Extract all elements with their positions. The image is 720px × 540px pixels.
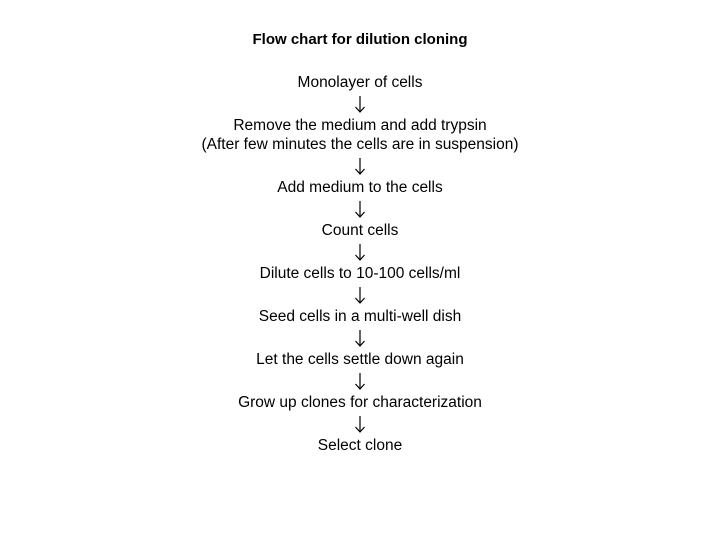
- down-arrow-icon: [353, 197, 367, 221]
- flowchart-step: [322, 221, 399, 240]
- flowchart-step: [260, 264, 461, 283]
- down-arrow-icon: [353, 240, 367, 264]
- flowchart-step-text: Let the cells settle down again: [256, 351, 464, 368]
- flowchart-step-text: Count cells: [321, 222, 399, 239]
- flowchart-step: [298, 73, 423, 92]
- flowchart-step-text: Grow up clones for characterization: [238, 394, 482, 411]
- flowchart-step: [238, 393, 482, 412]
- down-arrow-icon: [353, 283, 367, 307]
- flowchart-step-text: Select clone: [317, 437, 403, 454]
- flowchart-step-text: Monolayer of cells: [297, 74, 423, 91]
- flowchart-step-text: Add medium to the cells: [277, 179, 443, 196]
- flowchart-steps: [0, 73, 720, 455]
- flowchart-step-text: (After few minutes the cells are in suspension): [201, 136, 519, 153]
- flowchart-step-text: Remove the medium and add trypsin: [233, 117, 487, 134]
- flowchart-step: [318, 436, 402, 455]
- flowchart-step: [259, 307, 461, 326]
- flowchart-step: [256, 350, 464, 369]
- down-arrow-icon: [353, 326, 367, 350]
- flowchart-step-text: Dilute cells to 10-100 cells/ml: [259, 265, 461, 282]
- flowchart-title: Flow chart for dilution cloning: [252, 31, 468, 48]
- flowchart-step-text: Seed cells in a multi-well dish: [258, 308, 462, 325]
- down-arrow-icon: [353, 92, 367, 116]
- down-arrow-icon: [353, 369, 367, 393]
- down-arrow-icon: [353, 412, 367, 436]
- flowchart-step: [201, 116, 518, 154]
- flowchart-step: [277, 178, 442, 197]
- down-arrow-icon: [353, 154, 367, 178]
